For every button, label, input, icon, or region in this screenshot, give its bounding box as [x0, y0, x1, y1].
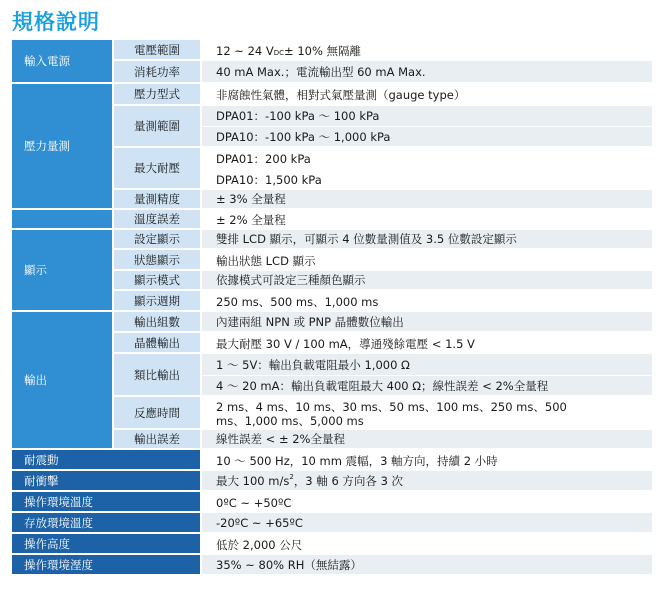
label-power-consumption: 消耗功率 — [112, 61, 200, 84]
voltage-sub: DC — [273, 48, 285, 57]
value-voltage-range — [200, 40, 652, 61]
value-response-time: 2 ms、4 ms、10 ms、30 ms、50 ms、100 ms、250 ms、500 ms、1,000 ms、5,000 ms — [200, 397, 652, 430]
label-vibration: 耐震動 — [12, 450, 200, 471]
value-temp-error: ± 2% 全量程 — [200, 210, 652, 230]
group-power: 輸入電源 — [12, 40, 112, 84]
label-response-time: 反應時間 — [112, 397, 200, 430]
label-pressure-type: 壓力型式 — [112, 84, 200, 106]
value-op-temp: 0ºC ~ +50ºC — [200, 492, 652, 513]
value-output-groups: 內建兩組 NPN 或 PNP 晶體數位輸出 — [200, 312, 652, 333]
label-analog-output: 類比輸出 — [112, 354, 200, 397]
group-output: 輸出 — [12, 312, 112, 450]
label-output-error: 輸出誤差 — [112, 430, 200, 450]
value-accuracy: ± 3% 全量程 — [200, 190, 652, 210]
value-max-pressure-1: DPA01：200 kPa — [200, 148, 652, 169]
value-altitude: 低於 2,000 公尺 — [200, 534, 652, 555]
value-status-display: 輸出狀態 LCD 顯示 — [200, 250, 652, 271]
label-setting-display: 設定顯示 — [112, 230, 200, 250]
value-storage-temp: -20ºC ~ +65ºC — [200, 513, 652, 534]
label-output-groups: 輸出組數 — [112, 312, 200, 333]
label-display-mode: 顯示模式 — [112, 271, 200, 291]
value-transistor-output: 最大耐壓 30 V / 100 mA，導通殘餘電壓 < 1.5 V — [200, 333, 652, 354]
value-power-consumption: 40 mA Max.；電流輸出型 60 mA Max. — [200, 61, 652, 84]
shock-text: 最大 100 m/s — [216, 473, 290, 488]
voltage-text-post: ± 10% 無隔離 — [284, 43, 362, 58]
label-transistor-output: 晶體輸出 — [112, 333, 200, 354]
value-setting-display: 雙排 LCD 顯示，可顯示 4 位數量測值及 3.5 位數設定顯示 — [200, 230, 652, 250]
label-temp-error: 溫度誤差 — [112, 210, 200, 230]
group-pressure-tail — [12, 210, 112, 230]
label-altitude: 操作高度 — [12, 534, 200, 555]
value-humidity: 35% ~ 80% RH（無結露） — [200, 555, 652, 576]
label-storage-temp: 存放環境溫度 — [12, 513, 200, 534]
value-analog-output-1: 1 ～ 5V：輸出負載電阻最小 1,000 Ω — [200, 354, 652, 376]
value-measure-range-1: DPA01：-100 kPa ～ 100 kPa — [200, 106, 652, 127]
value-vibration: 10 ～ 500 Hz，10 mm 震幅，3 軸方向，持續 2 小時 — [200, 450, 652, 471]
shock-text-post: ，3 軸 6 方向各 3 次 — [293, 473, 404, 488]
value-shock — [200, 471, 652, 492]
group-display: 顯示 — [12, 230, 112, 312]
value-measure-range-2: DPA10：-100 kPa ～ 1,000 kPa — [200, 127, 652, 148]
shock-sup: 2 — [289, 472, 294, 481]
label-humidity: 操作環境溼度 — [12, 555, 200, 576]
group-pressure: 壓力量測 — [12, 84, 112, 210]
value-output-error: 線性誤差 < ± 2%全量程 — [200, 430, 652, 450]
value-display-mode: 依據模式可設定三種顏色顯示 — [200, 271, 652, 291]
label-accuracy: 量測精度 — [112, 190, 200, 210]
label-op-temp: 操作環境溫度 — [12, 492, 200, 513]
label-display-period: 顯示週期 — [112, 291, 200, 312]
spec-table — [12, 40, 652, 576]
label-status-display: 狀態顯示 — [112, 250, 200, 271]
label-measure-range: 量測範圍 — [112, 106, 200, 148]
voltage-text: 12 ~ 24 V — [216, 43, 274, 58]
label-voltage-range: 電壓範圍 — [112, 40, 200, 61]
value-display-period: 250 ms、500 ms、1,000 ms — [200, 291, 652, 312]
value-analog-output-2: 4 ～ 20 mA：輸出負載電阻最大 400 Ω；線性誤差 < 2%全量程 — [200, 376, 652, 397]
value-max-pressure-2: DPA10：1,500 kPa — [200, 169, 652, 190]
label-max-pressure: 最大耐壓 — [112, 148, 200, 190]
page-title: 規格說明 — [12, 10, 100, 34]
value-pressure-type: 非腐蝕性氣體，相對式氣壓量測（gauge type） — [200, 84, 652, 106]
label-shock: 耐衝擊 — [12, 471, 200, 492]
